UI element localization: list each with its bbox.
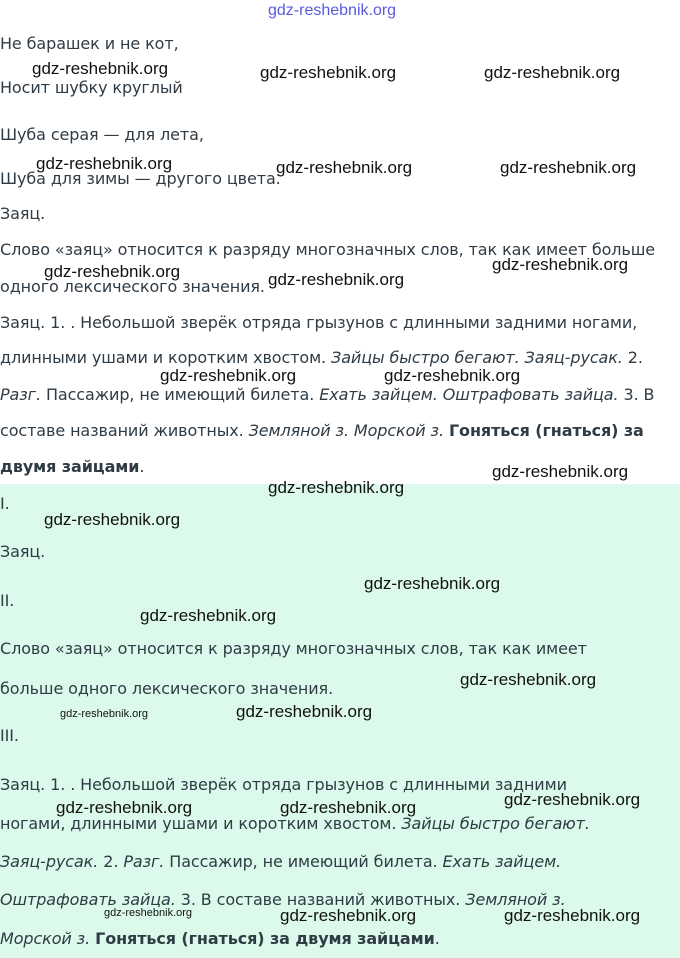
section-number-3: III. xyxy=(0,726,19,745)
explanation-line-2: одного лексического значения. xyxy=(0,277,265,296)
watermark: gdz-reshebnik.org xyxy=(104,907,193,919)
watermark: gdz-reshebnik.org xyxy=(280,906,417,925)
explanation2-line-1: Слово «заяц» относится к разряду многозначных слов, так как имеет xyxy=(0,639,587,658)
watermark: gdz-reshebnik.org xyxy=(500,158,637,177)
watermark: gdz-reshebnik.org xyxy=(276,158,413,177)
watermark: gdz-reshebnik.org xyxy=(280,798,417,817)
watermark: gdz-reshebnik.org xyxy=(504,906,641,925)
watermark: gdz-reshebnik.org xyxy=(268,478,405,497)
definition-line-4: составе названий животных. Земляной з. Морской з. Гоняться (гнаться) за xyxy=(0,421,644,440)
watermark: gdz-reshebnik.org xyxy=(504,790,641,809)
definition2-line-3: Заяц-русак. 2. Разг. Пассажир, не имеющий билета. Ехать зайцем. xyxy=(0,852,562,871)
definition-line-5: двумя зайцами. xyxy=(0,457,145,476)
watermark: gdz-reshebnik.org xyxy=(384,366,521,385)
watermark: gdz-reshebnik.org xyxy=(32,59,169,78)
watermark: gdz-reshebnik.org xyxy=(36,154,173,173)
watermark: gdz-reshebnik.org xyxy=(268,2,397,19)
watermark: gdz-reshebnik.org xyxy=(60,708,149,720)
definition2-line-5: Морской з. Гоняться (гнаться) за двумя зайцами. xyxy=(0,929,440,948)
poem-line-2: Носит шубку круглый xyxy=(0,78,183,97)
explanation2-line-2: больше одного лексического значения. xyxy=(0,679,334,698)
poem-line-4: Шуба для зимы — другого цвета. xyxy=(0,169,281,188)
watermark: gdz-reshebnik.org xyxy=(364,574,501,593)
definition2-line-4: Оштрафовать зайца. 3. В составе названий животных. Земляной з. xyxy=(0,890,566,909)
watermark: gdz-reshebnik.org xyxy=(492,255,629,274)
watermark: gdz-reshebnik.org xyxy=(44,510,181,529)
section-number-1: I. xyxy=(0,494,10,513)
watermark: gdz-reshebnik.org xyxy=(460,670,597,689)
watermark: gdz-reshebnik.org xyxy=(236,702,373,721)
poem-line-3: Шуба серая — для лета, xyxy=(0,125,204,144)
watermark: gdz-reshebnik.org xyxy=(160,366,297,385)
watermark: gdz-reshebnik.org xyxy=(44,262,181,281)
definition-line-2: длинными ушами и коротким хвостом. Зайцы быстро бегают. Заяц-русак. 2. xyxy=(0,348,643,367)
definition2-line-2: ногами, длинными ушами и коротким хвостом. Зайцы быстро бегают. xyxy=(0,814,590,833)
poem-line-1: Не барашек и не кот, xyxy=(0,34,179,53)
watermark: gdz-reshebnik.org xyxy=(268,270,405,289)
definition2-line-1: Заяц. 1. . Небольшой зверёк отряда грызунов с длинными задними xyxy=(0,775,567,794)
watermark: gdz-reshebnik.org xyxy=(484,63,621,82)
definition-line-1: Заяц. 1. . Небольшой зверёк отряда грызунов с длинными задними ногами, xyxy=(0,313,638,332)
answer-word-2: Заяц. xyxy=(0,542,46,561)
section-number-2: II. xyxy=(0,591,15,610)
watermark: gdz-reshebnik.org xyxy=(492,462,629,481)
answer-word: Заяц. xyxy=(0,204,46,223)
explanation-line-1: Слово «заяц» относится к разряду многозначных слов, так как имеет больше xyxy=(0,240,656,259)
watermark: gdz-reshebnik.org xyxy=(56,798,193,817)
watermark: gdz-reshebnik.org xyxy=(260,63,397,82)
definition-line-3: Разг. Пассажир, не имеющий билета. Ехать зайцем. Оштрафовать зайца. 3. В xyxy=(0,385,655,404)
watermark: gdz-reshebnik.org xyxy=(140,606,277,625)
